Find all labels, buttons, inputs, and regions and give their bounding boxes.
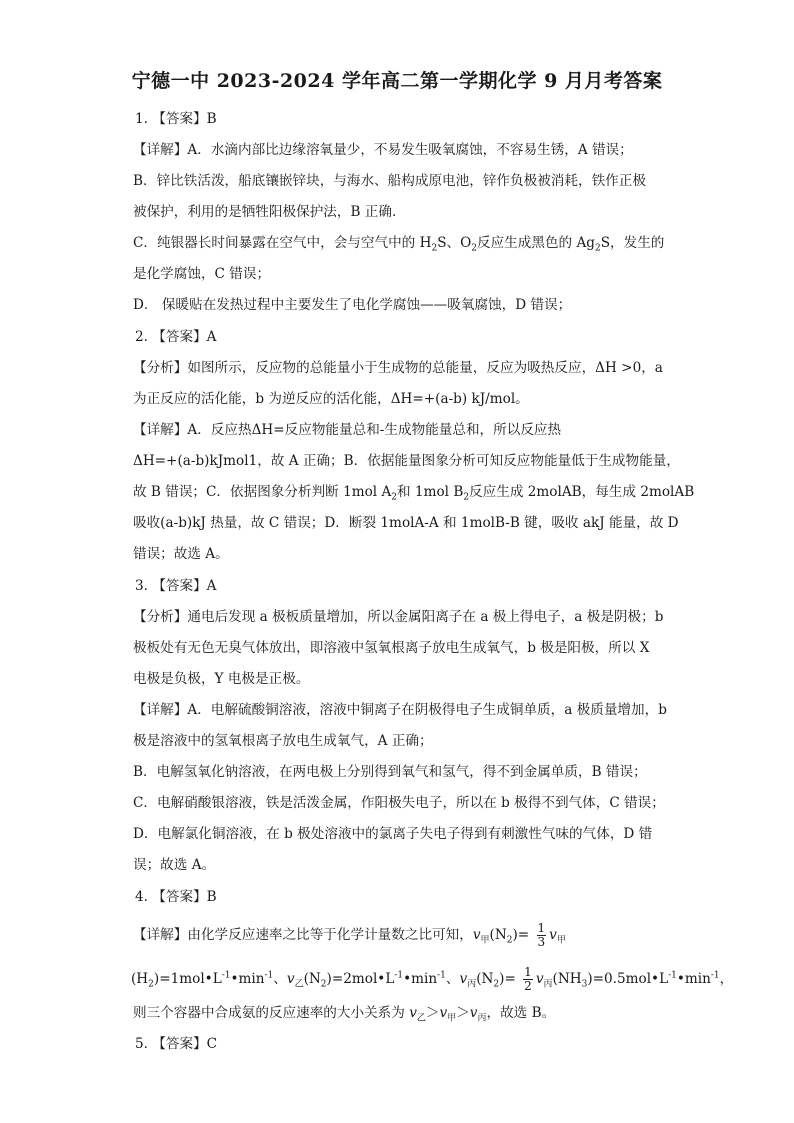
q4-line-1: 【详解】由化学反应速率之比等于化学计量数之比可知，$v_甲(N_2)=$ $\frac{1}{3}$ $v_甲$ — [133, 921, 566, 949]
q2-line-7: 错误；故选 A。 — [133, 546, 229, 562]
q1-answer: 1. 【答案】B — [135, 111, 217, 127]
q2-answer: 2. 【答案】A — [135, 329, 217, 345]
q1-line-4: C．纯银器长时间暴露在空气中，会与空气中的 $H_2S$、$O_2$反应生成黑色的 $Ag_2S$，发生的 — [133, 235, 665, 254]
q4-answer: 4. 【答案】B — [135, 889, 217, 905]
q1-line-6: D． 保暖贴在发热过程中主要发生了电化学腐蚀——吸氧腐蚀，D 错误； — [133, 297, 572, 313]
q3-line-7: C．电解硝酸银溶液，铁是活泼金属，作阳极失电子，所以在 b 极得不到气体，C 错误； — [133, 795, 665, 811]
page-title: 宁德一中 2023-2024 学年高二第一学期化学 9 月月考答案 — [131, 70, 663, 92]
q1-line-5: 是化学腐蚀，C 错误； — [133, 266, 271, 282]
q3-answer: 3. 【答案】A — [135, 578, 217, 594]
q2-line-1: 【分析】如图所示，反应物的总能量小于生成物的总能量，反应为吸热反应，ΔH >0，a — [133, 360, 663, 376]
q2-line-6: 吸收(a-b)kJ 热量，故 C 错误；D．断裂 1molA-A 和 1molB-B 键，吸收 akJ 能量，故 D — [133, 515, 679, 531]
q4-line-3: 则三个容器中合成氨的反应速率的大小关系为 $v_乙>v_甲>v_丙$，故选 B。 — [133, 1005, 556, 1024]
q3-line-4: 【详解】A．电解硫酸铜溶液，溶液中铜离子在阴极得电子生成铜单质，a 极质量增加，b — [133, 702, 667, 718]
q2-line-2: 为正反应的活化能，b 为逆反应的活化能，ΔH=+(a-b) kJ/mol。 — [133, 391, 529, 407]
q2-line-4: ΔH=+(a-b)kJmol1，故 A 正确；B．依据能量图象分析可知反应物能量低于生成物能量， — [133, 453, 680, 469]
q3-line-6: B．电解氢氧化钠溶液，在两电极上分别得到氧气和氢气，得不到金属单质，B 错误； — [133, 764, 647, 780]
q5-answer: 5. 【答案】C — [135, 1036, 218, 1052]
q3-line-3: 电极是负极，Y 电极是正极。 — [133, 671, 310, 687]
q1-line-3: 被保护，利用的是牺牲阳极保护法，B 正确. — [133, 204, 397, 220]
q3-line-2: 极板处有无色无臭气体放出，即溶液中氢氧根离子放电生成氧气，b 极是阳极，所以 X — [133, 640, 650, 656]
q2-line-3: 【详解】A．反应热ΔH=反应物能量总和-生成物能量总和，所以反应热 — [133, 422, 562, 438]
q1-line-1: 【详解】A．水滴内部比边缘溶氧量少，不易发生吸氧腐蚀，不容易生锈，A 错误； — [133, 142, 633, 158]
q1-line-2: B．锌比铁活泼，船底镶嵌锌块，与海水、船构成原电池，锌作负极被消耗，铁作正极 — [133, 173, 646, 189]
q2-line-5: 故 B 错误；C．依据图象分析判断 1mol $A_2$和 1mol $B_2$反应生成 2molAB，每生成 2molAB — [133, 484, 695, 503]
q3-line-9: 误；故选 A。 — [133, 857, 216, 873]
q3-line-8: D．电解氯化铜溶液，在 b 极处溶液中的氯离子失电子得到有刺激性气味的气体，D 错 — [133, 826, 653, 842]
q3-line-1: 【分析】通电后发现 a 极板质量增加，所以金属阳离子在 a 极上得电子，a 极是阴极；b — [133, 609, 664, 625]
q3-line-5: 极是溶液中的氢氧根离子放电生成氧气，A 正确； — [133, 733, 433, 749]
fraction-one-half: $\frac{1}{2}$ — [524, 965, 532, 993]
fraction-one-third: $\frac{1}{3}$ — [537, 921, 546, 949]
q4-line-2: $(H_2)=1mol•L^{-1}•\min^{-1}$、$v_乙(N_2)=2mol•L^{-1}•\min^{-1}$、$v_丙(N_2)=$ $\frac{1}{2}$ $v_丙(NH_3)=0.5mol•L^{-1}•\min^{-1}$， — [131, 965, 734, 993]
